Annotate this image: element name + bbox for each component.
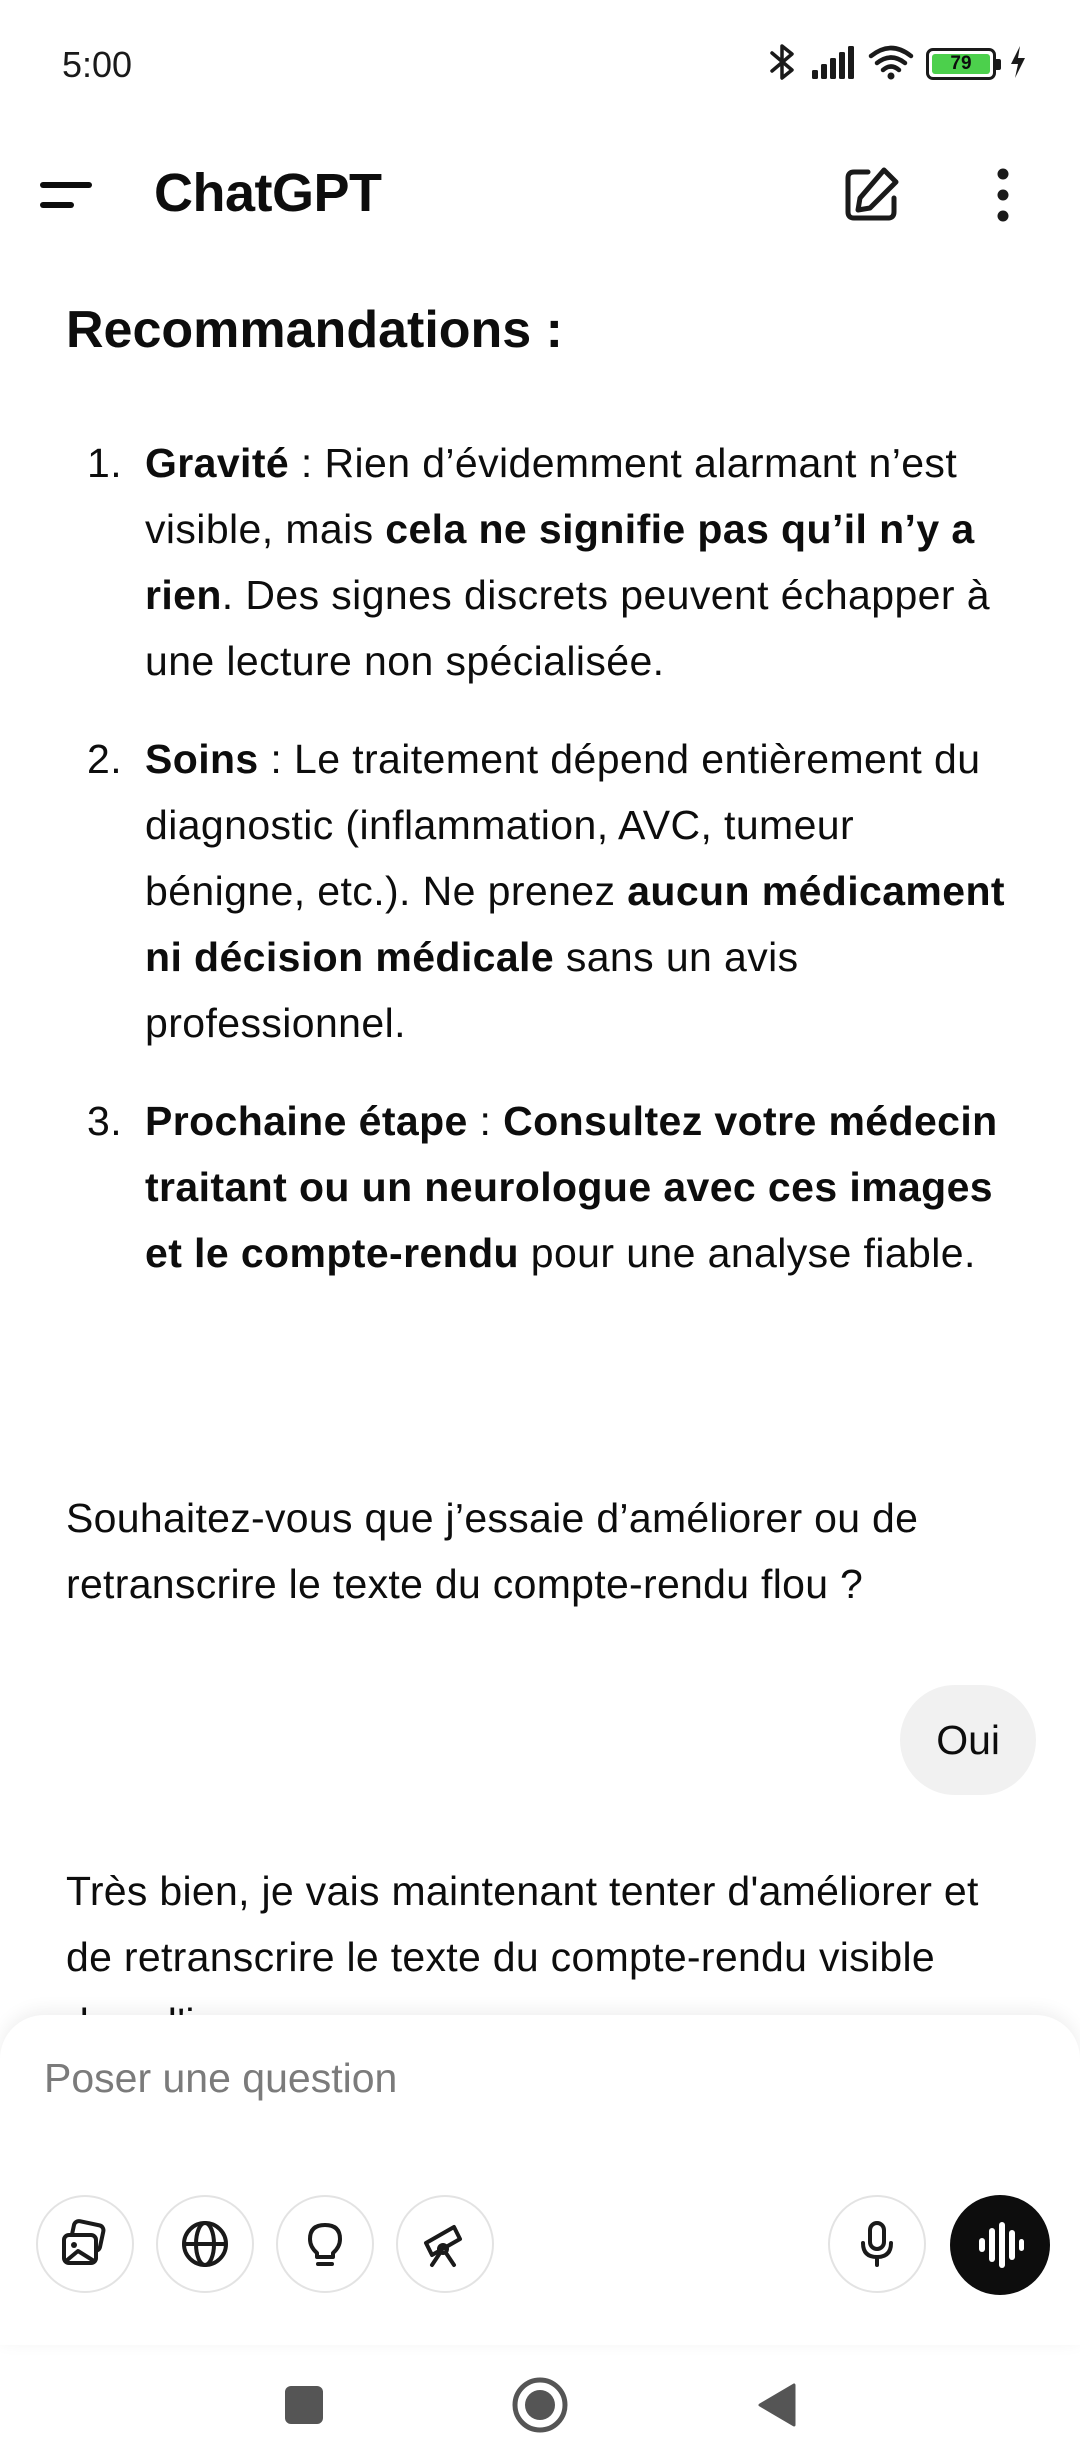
recommendations-list <box>66 430 1026 1318</box>
battery-icon <box>926 48 996 80</box>
status-time: 5:00 <box>62 44 133 85</box>
item-title: Soins <box>145 736 259 782</box>
assistant-question: Souhaitez-vous que j’essaie d’améliorer ou de retranscrire le texte du compte-rendu flou ? <box>66 1495 919 1607</box>
recents-square-icon <box>282 2383 326 2427</box>
new-chat-button[interactable] <box>838 162 904 228</box>
item-text: : Rien d’évidemment alarmant n’est visible, mais <box>145 440 958 552</box>
back-triangle-icon <box>754 2381 798 2429</box>
status-bar <box>0 0 1080 130</box>
menu-icon <box>40 182 92 188</box>
bluetooth-icon <box>768 42 798 87</box>
item-title: Gravité <box>145 440 290 486</box>
charging-icon <box>1008 44 1028 85</box>
system-nav-bar <box>0 2345 1080 2460</box>
recents-button[interactable] <box>272 2373 336 2437</box>
item-emphasis: Consultez votre médecin traitant ou un neurologue avec ces images et le compte-rendu <box>145 1098 998 1276</box>
back-button[interactable] <box>744 2373 808 2437</box>
telescope-icon <box>418 2217 472 2271</box>
user-message-bubble[interactable]: Oui <box>900 1685 1036 1795</box>
app-title[interactable]: ChatGPT <box>154 163 382 223</box>
app-header <box>0 140 1080 250</box>
item-title: Prochaine étape <box>145 1098 468 1144</box>
signal-icon <box>810 44 856 85</box>
battery-level: 79 <box>932 54 990 74</box>
voice-waveform-icon <box>971 2216 1029 2274</box>
new-chat-icon <box>838 162 904 228</box>
recommendation-item <box>66 1088 1026 1286</box>
composer <box>0 2015 1080 2345</box>
item-text: : Le traitement dépend entièrement du diagnostic (inflammation, AVC, tumeur bénigne, etc.). Ne prenez <box>145 736 981 914</box>
more-vertical-icon <box>970 162 1036 228</box>
lightbulb-icon <box>298 2217 352 2271</box>
globe-icon <box>178 2217 232 2271</box>
chat-transcript[interactable] <box>0 260 1080 2020</box>
item-number: 2. <box>87 736 122 782</box>
item-text: pour une analyse fiable. <box>518 1230 976 1276</box>
status-icons <box>768 44 1028 84</box>
assistant-followup: Très bien, je vais maintenant tenter d'améliorer et de retranscrire le texte du compte-rendu visible <box>66 1868 979 1980</box>
item-number: 3. <box>87 1098 122 1144</box>
dictation-button[interactable] <box>828 2195 926 2293</box>
item-text: sans un avis professionnel. <box>145 934 799 1046</box>
menu-button[interactable] <box>40 165 110 225</box>
voice-mode-button[interactable] <box>950 2195 1050 2295</box>
recommendation-item <box>66 726 1026 1056</box>
section-heading: Recommandations : <box>66 301 563 359</box>
message-input[interactable] <box>44 2055 844 2102</box>
deep-research-button[interactable] <box>396 2195 494 2293</box>
reason-button[interactable] <box>276 2195 374 2293</box>
item-emphasis: aucun médicament ni décision médicale <box>145 868 1005 980</box>
home-button[interactable] <box>508 2373 572 2437</box>
more-options-button[interactable] <box>970 162 1036 228</box>
wifi-icon <box>868 44 914 85</box>
item-text: . Des signes discrets peuvent échapper à une lecture non spécialisée. <box>145 572 990 684</box>
item-text: : <box>467 1098 504 1144</box>
home-circle-icon <box>510 2375 570 2435</box>
recommendation-item <box>66 430 1026 694</box>
item-number: 1. <box>87 440 122 486</box>
microphone-icon <box>850 2217 904 2271</box>
web-search-button[interactable] <box>156 2195 254 2293</box>
item-emphasis: cela ne signifie pas qu’il n’y a rien <box>145 506 975 618</box>
image-button[interactable] <box>36 2195 134 2293</box>
image-icon <box>58 2217 112 2271</box>
